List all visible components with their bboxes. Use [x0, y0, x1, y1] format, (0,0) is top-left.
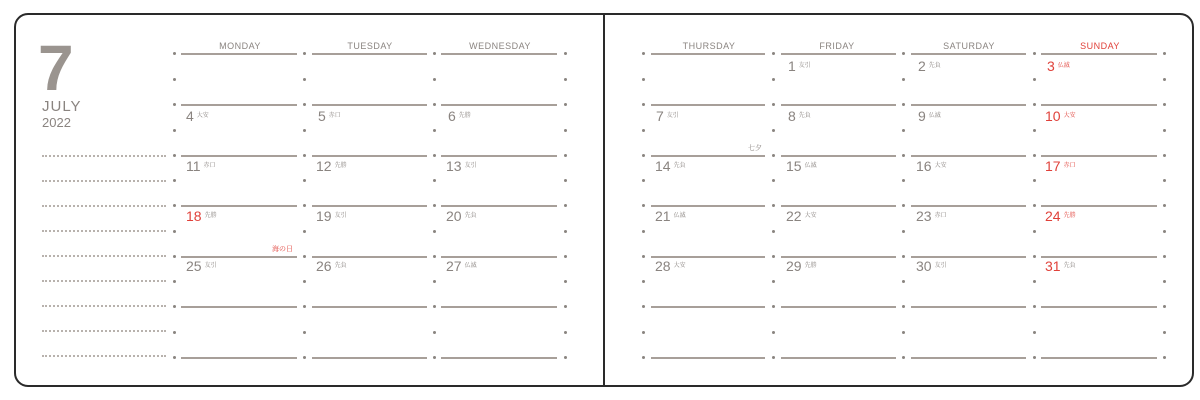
- grid-dot: [433, 230, 436, 233]
- notes-line: [42, 330, 166, 332]
- day-cell-11[interactable]: [186, 158, 308, 178]
- grid-dot: [303, 305, 306, 308]
- weekday-header-sunday: SUNDAY: [1080, 41, 1120, 51]
- grid-dot: [902, 129, 905, 132]
- grid-dot: [902, 78, 905, 81]
- grid-dot: [1163, 103, 1166, 106]
- rokuyo-label: 友引: [798, 63, 811, 69]
- rokuyo-label: 大安: [196, 113, 209, 119]
- grid-rule: [441, 205, 557, 207]
- grid-dot: [1163, 52, 1166, 55]
- day-number: 7: [656, 108, 664, 124]
- event-umi-no-hi: 海の日: [272, 246, 293, 253]
- grid-dot: [1033, 154, 1036, 157]
- grid-dot: [772, 52, 775, 55]
- event-tanabata: 七夕: [748, 145, 762, 152]
- grid-dot: [564, 103, 567, 106]
- notes-line: [42, 305, 166, 307]
- day-number: 15: [786, 158, 802, 174]
- grid-dot: [902, 280, 905, 283]
- grid-rule: [312, 155, 427, 157]
- day-number: 31: [1045, 258, 1061, 274]
- grid-dot: [564, 154, 567, 157]
- grid-rule: [181, 205, 297, 207]
- day-number: 21: [655, 208, 671, 224]
- notes-line: [42, 255, 166, 257]
- day-cell-18[interactable]: [186, 208, 308, 228]
- day-cell-22[interactable]: [786, 208, 908, 228]
- grid-dot: [173, 305, 176, 308]
- day-number: 27: [446, 258, 462, 274]
- notes-line: [42, 355, 166, 357]
- grid-rule: [781, 104, 896, 106]
- weekday-header-wednesday: WEDNESDAY: [469, 41, 531, 51]
- rokuyo-label: 赤口: [328, 113, 341, 119]
- grid-dot: [902, 305, 905, 308]
- book-spine: [603, 13, 605, 387]
- grid-rule: [911, 306, 1026, 308]
- grid-dot: [173, 129, 176, 132]
- grid-dot: [902, 356, 905, 359]
- day-number: 18: [186, 208, 202, 224]
- grid-dot: [564, 204, 567, 207]
- grid-dot: [564, 280, 567, 283]
- grid-dot: [772, 154, 775, 157]
- grid-rule: [312, 357, 427, 359]
- day-number: 28: [655, 258, 671, 274]
- grid-rule: [181, 104, 297, 106]
- day-number: 11: [186, 158, 201, 174]
- grid-rule: [1041, 357, 1157, 359]
- grid-dot: [173, 204, 176, 207]
- rokuyo-label: 先負: [1063, 263, 1076, 269]
- grid-dot: [173, 78, 176, 81]
- grid-dot: [433, 103, 436, 106]
- day-number: 3: [1047, 58, 1055, 74]
- weekday-header-saturday: SATURDAY: [943, 41, 995, 51]
- rokuyo-label: 大安: [934, 163, 947, 169]
- grid-dot: [1033, 103, 1036, 106]
- grid-dot: [303, 129, 306, 132]
- day-number: 19: [316, 208, 332, 224]
- grid-dot: [173, 255, 176, 258]
- grid-dot: [433, 331, 436, 334]
- grid-dot: [1033, 78, 1036, 81]
- day-cell-20[interactable]: [446, 208, 568, 228]
- grid-dot: [564, 129, 567, 132]
- grid-dot: [772, 78, 775, 81]
- grid-rule: [651, 357, 765, 359]
- day-number: 29: [786, 258, 802, 274]
- grid-dot: [1033, 179, 1036, 182]
- grid-dot: [1033, 280, 1036, 283]
- day-number: 1: [788, 58, 796, 74]
- grid-dot: [173, 52, 176, 55]
- rokuyo-label: 先勝: [204, 213, 217, 219]
- grid-dot: [173, 331, 176, 334]
- grid-dot: [173, 179, 176, 182]
- rokuyo-label: 大安: [804, 213, 817, 219]
- grid-dot: [772, 305, 775, 308]
- day-number: 5: [318, 108, 326, 124]
- rokuyo-label: 大安: [673, 263, 686, 269]
- day-number: 25: [186, 258, 202, 274]
- grid-dot: [772, 356, 775, 359]
- grid-rule: [181, 306, 297, 308]
- grid-rule: [312, 205, 427, 207]
- day-cell-13[interactable]: [446, 158, 568, 178]
- grid-dot: [772, 129, 775, 132]
- grid-rule: [651, 306, 765, 308]
- day-number: 16: [916, 158, 932, 174]
- grid-dot: [642, 204, 645, 207]
- rokuyo-label: 友引: [204, 263, 217, 269]
- day-number: 20: [446, 208, 462, 224]
- grid-dot: [303, 103, 306, 106]
- grid-dot: [1033, 331, 1036, 334]
- grid-dot: [433, 52, 436, 55]
- grid-dot: [642, 280, 645, 283]
- grid-dot: [564, 331, 567, 334]
- grid-rule: [781, 357, 896, 359]
- day-cell-19[interactable]: [316, 208, 438, 228]
- grid-dot: [303, 179, 306, 182]
- grid-rule: [181, 53, 297, 55]
- grid-dot: [303, 52, 306, 55]
- day-number: 22: [786, 208, 802, 224]
- grid-rule: [1041, 104, 1157, 106]
- rokuyo-label: 先負: [798, 113, 811, 119]
- grid-rule: [441, 104, 557, 106]
- day-number: 23: [916, 208, 932, 224]
- grid-dot: [642, 331, 645, 334]
- rokuyo-label: 友引: [934, 263, 947, 269]
- rokuyo-label: 友引: [666, 113, 679, 119]
- grid-dot: [564, 78, 567, 81]
- day-number: 12: [316, 158, 332, 174]
- grid-dot: [642, 78, 645, 81]
- day-cell-26[interactable]: [316, 258, 438, 278]
- grid-dot: [1033, 305, 1036, 308]
- day-cell-27[interactable]: [446, 258, 568, 278]
- rokuyo-label: 仏滅: [928, 113, 941, 119]
- grid-rule: [911, 205, 1026, 207]
- grid-dot: [173, 154, 176, 157]
- grid-rule: [781, 53, 896, 55]
- grid-dot: [173, 280, 176, 283]
- grid-dot: [902, 154, 905, 157]
- month-number: 7: [38, 32, 74, 104]
- rokuyo-label: 仏滅: [1057, 63, 1070, 69]
- day-cell-30[interactable]: [916, 258, 1038, 278]
- grid-dot: [642, 154, 645, 157]
- grid-dot: [1163, 305, 1166, 308]
- grid-rule: [911, 155, 1026, 157]
- day-cell-17[interactable]: [1045, 158, 1167, 178]
- grid-dot: [772, 103, 775, 106]
- grid-dot: [173, 356, 176, 359]
- grid-rule: [651, 53, 765, 55]
- rokuyo-label: 友引: [464, 163, 477, 169]
- grid-dot: [173, 230, 176, 233]
- grid-dot: [1163, 154, 1166, 157]
- grid-dot: [1033, 356, 1036, 359]
- rokuyo-label: 赤口: [203, 163, 216, 169]
- grid-dot: [902, 204, 905, 207]
- grid-dot: [772, 280, 775, 283]
- day-cell-1[interactable]: [788, 58, 910, 78]
- day-cell-21[interactable]: [655, 208, 777, 228]
- grid-rule: [1041, 205, 1157, 207]
- day-cell-23[interactable]: [916, 208, 1038, 228]
- day-cell-14[interactable]: [655, 158, 777, 178]
- grid-dot: [902, 52, 905, 55]
- grid-rule: [441, 155, 557, 157]
- day-cell-4[interactable]: [186, 108, 308, 128]
- grid-rule: [911, 104, 1026, 106]
- grid-rule: [312, 53, 427, 55]
- day-cell-9[interactable]: [918, 108, 1040, 128]
- grid-dot: [564, 230, 567, 233]
- rokuyo-label: 先勝: [458, 113, 471, 119]
- day-cell-3[interactable]: [1047, 58, 1169, 78]
- grid-dot: [1033, 129, 1036, 132]
- grid-dot: [1163, 230, 1166, 233]
- day-cell-12[interactable]: [316, 158, 438, 178]
- rokuyo-label: 仏滅: [804, 163, 817, 169]
- grid-dot: [1163, 356, 1166, 359]
- notes-line: [42, 205, 166, 207]
- rokuyo-label: 仏滅: [673, 213, 686, 219]
- grid-rule: [312, 306, 427, 308]
- day-number: 26: [316, 258, 332, 274]
- grid-dot: [433, 356, 436, 359]
- grid-rule: [1041, 155, 1157, 157]
- grid-dot: [564, 305, 567, 308]
- weekday-header-tuesday: TUESDAY: [347, 41, 393, 51]
- rokuyo-label: 先勝: [804, 263, 817, 269]
- grid-rule: [781, 205, 896, 207]
- rokuyo-label: 先負: [928, 63, 941, 69]
- notes-line: [42, 180, 166, 182]
- grid-dot: [1163, 129, 1166, 132]
- day-number: 10: [1045, 108, 1061, 124]
- grid-rule: [781, 155, 896, 157]
- day-cell-6[interactable]: [448, 108, 570, 128]
- day-cell-5[interactable]: [318, 108, 440, 128]
- grid-dot: [772, 204, 775, 207]
- grid-dot: [303, 331, 306, 334]
- grid-dot: [303, 230, 306, 233]
- grid-rule: [1041, 53, 1157, 55]
- grid-dot: [772, 230, 775, 233]
- rokuyo-label: 先負: [334, 263, 347, 269]
- grid-rule: [1041, 306, 1157, 308]
- rokuyo-label: 友引: [334, 213, 347, 219]
- grid-dot: [1033, 230, 1036, 233]
- grid-dot: [642, 52, 645, 55]
- notes-line: [42, 155, 166, 157]
- grid-dot: [642, 356, 645, 359]
- day-cell-31[interactable]: [1045, 258, 1167, 278]
- grid-rule: [651, 155, 765, 157]
- grid-rule: [781, 306, 896, 308]
- grid-dot: [1033, 204, 1036, 207]
- grid-dot: [564, 52, 567, 55]
- grid-dot: [642, 230, 645, 233]
- grid-dot: [772, 331, 775, 334]
- grid-rule: [441, 306, 557, 308]
- grid-dot: [1163, 78, 1166, 81]
- day-cell-28[interactable]: [655, 258, 777, 278]
- weekday-header-monday: MONDAY: [219, 41, 261, 51]
- grid-dot: [433, 154, 436, 157]
- day-cell-10[interactable]: [1045, 108, 1167, 128]
- grid-dot: [1163, 179, 1166, 182]
- grid-dot: [303, 204, 306, 207]
- grid-rule: [441, 357, 557, 359]
- grid-dot: [433, 179, 436, 182]
- day-number: 14: [655, 158, 671, 174]
- grid-dot: [173, 103, 176, 106]
- day-number: 2: [918, 58, 926, 74]
- notes-line: [42, 280, 166, 282]
- grid-dot: [1163, 280, 1166, 283]
- rokuyo-label: 赤口: [934, 213, 947, 219]
- day-cell-24[interactable]: [1045, 208, 1167, 228]
- rokuyo-label: 先負: [673, 163, 686, 169]
- grid-dot: [564, 356, 567, 359]
- day-cell-16[interactable]: [916, 158, 1038, 178]
- grid-dot: [642, 255, 645, 258]
- day-number: 30: [916, 258, 932, 274]
- grid-dot: [433, 78, 436, 81]
- day-cell-25[interactable]: [186, 258, 308, 278]
- grid-dot: [303, 154, 306, 157]
- grid-rule: [441, 53, 557, 55]
- rokuyo-label: 先勝: [1063, 213, 1076, 219]
- grid-dot: [902, 230, 905, 233]
- grid-dot: [642, 305, 645, 308]
- month-name: JULY: [42, 98, 82, 115]
- rokuyo-label: 赤口: [1063, 163, 1076, 169]
- grid-dot: [902, 331, 905, 334]
- grid-rule: [312, 104, 427, 106]
- rokuyo-label: 先負: [464, 213, 477, 219]
- grid-dot: [303, 78, 306, 81]
- grid-rule: [651, 104, 765, 106]
- grid-dot: [564, 179, 567, 182]
- day-number: 13: [446, 158, 462, 174]
- grid-dot: [902, 103, 905, 106]
- day-cell-29[interactable]: [786, 258, 908, 278]
- rokuyo-label: 仏滅: [464, 263, 477, 269]
- grid-dot: [1033, 52, 1036, 55]
- day-number: 6: [448, 108, 456, 124]
- weekday-header-thursday: THURSDAY: [682, 41, 736, 51]
- grid-rule: [911, 357, 1026, 359]
- year-label: 2022: [42, 115, 71, 130]
- notes-line: [42, 230, 166, 232]
- grid-rule: [181, 155, 297, 157]
- grid-dot: [642, 179, 645, 182]
- grid-rule: [651, 205, 765, 207]
- grid-dot: [433, 204, 436, 207]
- day-number: 9: [918, 108, 926, 124]
- day-cell-8[interactable]: [788, 108, 910, 128]
- rokuyo-label: 大安: [1063, 113, 1076, 119]
- grid-dot: [772, 179, 775, 182]
- day-number: 8: [788, 108, 796, 124]
- grid-dot: [433, 305, 436, 308]
- grid-dot: [1163, 204, 1166, 207]
- grid-dot: [433, 129, 436, 132]
- grid-dot: [902, 179, 905, 182]
- day-number: 17: [1045, 158, 1061, 174]
- weekday-header-friday: FRIDAY: [819, 41, 855, 51]
- day-cell-2[interactable]: [918, 58, 1040, 78]
- grid-rule: [181, 357, 297, 359]
- grid-dot: [642, 103, 645, 106]
- rokuyo-label: 先勝: [334, 163, 347, 169]
- day-number: 24: [1045, 208, 1061, 224]
- day-cell-15[interactable]: [786, 158, 908, 178]
- day-cell-7[interactable]: [656, 108, 778, 128]
- grid-dot: [303, 280, 306, 283]
- grid-rule: [911, 53, 1026, 55]
- grid-dot: [433, 280, 436, 283]
- grid-dot: [303, 356, 306, 359]
- grid-dot: [1163, 331, 1166, 334]
- grid-dot: [642, 129, 645, 132]
- day-number: 4: [186, 108, 194, 124]
